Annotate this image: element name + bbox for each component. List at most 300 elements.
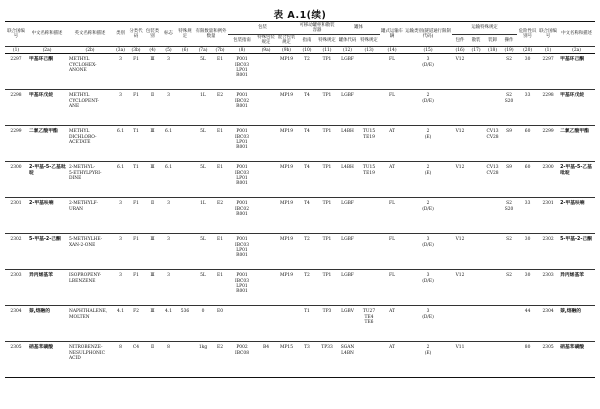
label: 6.1 [161,126,176,162]
english-name-line: 5-ETHYLPYRI- [69,170,102,176]
header-pack-instructions: 包装指南 [228,34,256,47]
page-title: 表 A.1(续) [273,10,327,21]
limited-quantity: 5L [194,270,212,306]
header-portable-tank-group: 可移动罐柜和散装容器 [297,22,337,35]
packing-instruction-line: R001 [236,145,248,151]
hazard-id: 60 [517,162,538,198]
transport-category-value: 3 [426,309,430,315]
packing-instruction-line: LP01 [236,283,248,289]
column-number: (2a) [27,47,67,54]
packing-instruction [228,198,256,234]
classification-code: F1 [128,234,144,270]
chinese-name: 萘,熔融的 [27,306,67,342]
special-loading: CV13 CV28 [484,162,501,198]
column-number: (19) [501,47,517,54]
header-transport-category: 运输类别(隧道通行限制代码) [404,22,452,47]
special-bulk [468,90,484,126]
chinese-name-repeat: 二氯乙酸甲酯 [558,126,595,162]
tunnel-code: (D/E) [422,62,434,68]
vehicle: FL [380,90,404,126]
tank-special-provision [358,198,380,234]
transport-category-value: 2 [426,345,430,351]
packing-group: Ⅲ [144,270,161,306]
column-number: (5) [161,47,176,54]
packing-instruction-line: IBC02 [235,98,249,104]
special-packages: V11 [452,342,468,378]
english-name-line: 2-METHYLF- [69,201,98,207]
packing-instruction [228,54,256,90]
limited-quantity: 1L [194,90,212,126]
chinese-name-repeat: 异丙烯基苯 [558,270,595,306]
transport-category-value: 3 [426,57,430,63]
special-provision [176,234,194,270]
english-name-line: DINE [69,175,82,181]
column-number: (4) [144,47,161,54]
packing-special [256,54,276,90]
classification-code: C4 [128,342,144,378]
tank-instruction: T2 [297,234,317,270]
table-row [5,270,595,306]
english-name-line: ACID [69,355,81,361]
tank-special: TP1 [317,54,337,90]
chinese-name: 硝基苯磺酸 [27,342,67,378]
special-loading: CV13 CV28 [484,126,501,162]
special-packages: V12 [452,162,468,198]
vehicle: AT [380,162,404,198]
chinese-name: 异丙烯基苯 [27,270,67,306]
un-number-repeat: 2303 [538,270,558,306]
tank-instruction: T4 [297,90,317,126]
class: 3 [113,234,128,270]
special-operation: S9 [501,162,517,198]
vehicle: FL [380,270,404,306]
class: 3 [113,198,128,234]
vehicle: FL [380,234,404,270]
label: 4.1 [161,306,176,342]
english-name [67,234,113,270]
transport-category [404,342,452,378]
special-provision [176,198,194,234]
tank-special: TP1 [317,270,337,306]
vehicle: AT [380,342,404,378]
special-packages: V12 [452,270,468,306]
header-pack-special: 特殊包装规定 [257,35,275,46]
packing-instruction [228,306,256,342]
english-name-line: CYCLOHEX- [69,62,97,68]
chinese-name: 二氯乙酸甲酯 [27,126,67,162]
tank-code: LGBF [337,270,358,306]
limited-quantity: 0 [194,306,212,342]
tunnel-code: (D/E) [422,278,434,284]
header-code: 分类代码 [128,22,144,47]
class: 8 [113,342,128,378]
hazard-id: 33 [517,90,538,126]
packing-special [256,126,276,162]
header-hazard-id: 危险性识别号 [517,22,538,47]
label: 3 [161,270,176,306]
excepted-quantity: E2 [212,90,228,126]
packing-special [256,234,276,270]
special-provision [176,342,194,378]
special-operation: S2 [501,270,517,306]
tank-code: LGBF [337,234,358,270]
packing-instruction-line: P002 [236,345,248,351]
excepted-quantity: E1 [212,234,228,270]
chinese-name: 甲基环戊烷 [27,90,67,126]
header-tank-special-2: 特殊规定 [358,34,380,47]
class: 6.1 [113,162,128,198]
tank-code: SGAN L4BN [337,342,358,378]
tank-special-provision [358,162,380,198]
table-row [5,342,595,378]
column-number: (16) [452,47,468,54]
english-name-line: DICHLORO- [69,134,97,140]
classification-code: T1 [128,126,144,162]
special-operation: S9 [501,126,517,162]
hazard-id: 30 [517,54,538,90]
tank-special-provision-line: TE6 [364,319,374,325]
un-number: 2303 [5,270,27,306]
header-pack-mixed: 混合包装规定 [277,35,296,46]
un-number-repeat: 2300 [538,162,558,198]
packing-group: Ⅲ [144,54,161,90]
header-tank-special: 特殊规定 [317,34,337,47]
table-row [5,126,595,162]
header-un: 联合国编号 [5,22,27,47]
column-number: (20) [517,47,538,54]
transport-category [404,162,452,198]
english-name-line: NESULPHONIC [69,350,105,356]
chinese-name: 2-甲基呋喃 [27,198,67,234]
special-bulk [468,54,484,90]
special-loading [484,54,501,90]
un-number: 2304 [5,306,27,342]
column-number: (10) [297,47,317,54]
special-bulk [468,198,484,234]
packing-instruction-line: R001 [236,289,248,295]
header-label: 标志 [161,22,176,47]
packing-instruction-line: P001 [236,129,248,135]
column-number: (7a) [194,47,212,54]
english-name [67,162,113,198]
special-operation: S2 [501,234,517,270]
limited-quantity: 5L [194,162,212,198]
english-name-line: CYCLOPENT- [69,98,99,104]
english-name-line: ACETATE [69,139,91,145]
classification-code: F1 [128,90,144,126]
special-loading [484,342,501,378]
dangerous-goods-table [5,21,595,378]
packing-instruction-line: R001 [236,211,248,217]
special-loading [484,270,501,306]
limited-quantity: 1L [194,198,212,234]
chinese-name-repeat: 萘,熔融的 [558,306,595,342]
table-row [5,54,595,90]
packing-instruction-line: IBC03 [235,170,249,176]
excepted-quantity: E1 [212,54,228,90]
tank-code: L4BH [337,126,358,162]
hazard-id: 44 [517,306,538,342]
tank-instruction: T2 [297,54,317,90]
packing-special [256,162,276,198]
special-provision [176,54,194,90]
packing-group: Ⅲ [144,126,161,162]
english-name [67,198,113,234]
special-operation [501,306,517,342]
tank-code: LGBV [337,306,358,342]
packing-instruction [228,342,256,378]
transport-category-value: 3 [426,237,430,243]
header-sp-operation: 操作 [501,34,517,47]
label: 3 [161,90,176,126]
header-en-name: 英文名称和描述 [67,22,113,47]
packing-instruction [228,270,256,306]
chinese-name: 5-甲基-2-己酮 [27,234,67,270]
column-number: (2b) [67,47,113,54]
special-operation: S2 S20 [501,90,517,126]
packing-instruction-line: IBC03 [235,62,249,68]
chinese-name-repeat: 甲基环己酮 [558,54,595,90]
packing-group: Ⅲ [144,162,161,198]
special-bulk [468,126,484,162]
header-packing-group: 包装类别 [144,22,161,47]
packing-instruction-line: LP01 [236,139,248,145]
classification-code: F1 [128,54,144,90]
mixed-packing [276,306,297,342]
packing-group: Ⅱ [144,198,161,234]
special-packages: V12 [452,126,468,162]
classification-code: T1 [128,162,144,198]
limited-quantity: 1kg [194,342,212,378]
tank-special: TP1 [317,162,337,198]
english-name [67,126,113,162]
tank-special-provision [358,234,380,270]
chinese-name: 甲基环己酮 [27,54,67,90]
special-loading [484,198,501,234]
un-number: 2302 [5,234,27,270]
un-number-repeat: 2297 [538,54,558,90]
un-number: 2299 [5,126,27,162]
packing-group: Ⅲ [144,306,161,342]
transport-category [404,54,452,90]
tank-special-provision [358,126,380,162]
header-tank-instructions: 指南 [297,34,317,47]
table-row [5,162,595,198]
special-operation [501,342,517,378]
tank-code: LGBF [337,54,358,90]
header-sp-bulk: 散装 [468,34,484,47]
classification-code: F1 [128,198,144,234]
transport-category-value: 2 [426,201,430,207]
special-packages [452,90,468,126]
english-name-line: LBENZENE [69,278,96,284]
tank-instruction: T3 [297,342,317,378]
excepted-quantity: E2 [212,198,228,234]
english-name [67,342,113,378]
tank-special-provision [358,342,380,378]
packing-instruction [228,162,256,198]
tank-special: TP1 [317,234,337,270]
mixed-packing: MP19 [276,234,297,270]
vehicle: AT [380,306,404,342]
packing-group: Ⅱ [144,342,161,378]
chinese-name-repeat: 硝基苯磺酸 [558,342,595,378]
un-number-repeat: 2304 [538,306,558,342]
class: 3 [113,90,128,126]
mixed-packing: MP19 [276,270,297,306]
packing-special [256,198,276,234]
header-class: 类别 [113,22,128,47]
class: 3 [113,270,128,306]
english-name-line: ANE [69,103,80,109]
transport-category-value: 2 [426,93,430,99]
tank-instruction: T4 [297,126,317,162]
tank-special: TP33 [317,342,337,378]
header-tank-code: 罐体代码 [337,34,358,47]
chinese-name-repeat: 2-甲基-5-乙基吡啶 [558,162,595,198]
special-bulk [468,306,484,342]
packing-special [256,90,276,126]
hazard-id: 33 [517,198,538,234]
tunnel-code: (E) [424,170,432,176]
packing-instruction-line: P001 [236,57,248,63]
mixed-packing: MP19 [276,126,297,162]
tank-special: TP1 [317,126,337,162]
column-number: (12) [337,47,358,54]
tunnel-code: (D/E) [422,242,434,248]
table-row [5,90,595,126]
special-packages: V12 [452,234,468,270]
un-number: 2305 [5,342,27,378]
column-number: (3b) [128,47,144,54]
special-loading [484,306,501,342]
excepted-quantity: E2 [212,342,228,378]
transport-category-value: 2 [426,129,430,135]
tank-code: LGBF [337,198,358,234]
tunnel-code: (D/E) [422,98,434,104]
tank-special-provision-line: TE4 [364,314,374,320]
special-loading [484,90,501,126]
un-number-repeat: 2301 [538,198,558,234]
column-number: (3a) [113,47,128,54]
packing-instruction-line: R001 [236,181,248,187]
table-body [5,54,595,378]
english-name [67,54,113,90]
class: 4.1 [113,306,128,342]
english-name-line: NAPHTHALENE, [69,309,108,315]
label: 6.1 [161,162,176,198]
packing-instruction-line: IBC08 [235,350,249,356]
table-row [5,306,595,342]
vehicle: FL [380,54,404,90]
hazard-id: 60 [517,126,538,162]
excepted-quantity: E1 [212,126,228,162]
tunnel-code: (D/E) [422,206,434,212]
packing-instruction-line: IBC03 [235,134,249,140]
english-name-line: URAN [69,206,84,212]
packing-special: B4 [256,342,276,378]
transport-category [404,198,452,234]
english-name [67,90,113,126]
header-sp-loading: 装卸 [484,34,501,47]
packing-instruction-line: IBC02 [235,206,249,212]
header-sp-packages: 包件 [452,34,468,47]
packing-instruction-line: P001 [236,201,248,207]
table-row [5,234,595,270]
tunnel-code: (E) [424,134,432,140]
transport-category [404,306,452,342]
english-name-line: ISOPROPENY- [69,273,102,279]
english-name-line: METHYL [69,129,90,135]
tunnel-code: (E) [424,350,432,356]
english-name-line: METHYL [69,57,90,63]
packing-instruction-line: P001 [236,237,248,243]
mixed-packing: MP19 [276,198,297,234]
transport-category [404,270,452,306]
table-row [5,198,595,234]
tank-special-provision-line: TE19 [363,134,375,140]
tank-code: LGBF [337,90,358,126]
limited-quantity: 5L [194,126,212,162]
special-provision [176,126,194,162]
label: 8 [161,342,176,378]
header-cn-name: 中文名称和描述 [27,22,67,47]
column-number: (13) [358,47,380,54]
packing-special [256,270,276,306]
header-special-transport-group: 运输特殊规定 [452,22,517,35]
column-number: (2a) [558,47,595,54]
transport-category-value: 3 [426,273,430,279]
packing-instruction-line: LP01 [236,67,248,73]
english-name-line: METHYL [69,93,90,99]
packing-group: Ⅱ [144,90,161,126]
packing-instruction-line: R001 [236,253,248,259]
packing-group: Ⅲ [144,234,161,270]
special-packages [452,306,468,342]
transport-category [404,234,452,270]
vehicle: FL [380,198,404,234]
english-name [67,306,113,342]
special-packages [452,198,468,234]
special-provision [176,162,194,198]
tank-special-provision-line: TU15 [362,129,376,135]
limited-quantity: 5L [194,234,212,270]
header-packaging-group: 包装 [228,22,297,35]
chinese-name-repeat: 5-甲基-2-己酮 [558,234,595,270]
chinese-name: 2-甲基-5-乙基吡啶 [27,162,67,198]
special-packages: V12 [452,54,468,90]
transport-category-value: 2 [426,165,430,171]
packing-instruction-line: IBC03 [235,278,249,284]
hazard-id: 30 [517,270,538,306]
packing-instruction [228,126,256,162]
english-name-line: ANONE [69,67,87,73]
header-special-provisions: 特殊规定 [176,22,194,47]
column-number: (7b) [212,47,228,54]
vehicle: AT [380,126,404,162]
un-number: 2298 [5,90,27,126]
classification-code: F1 [128,270,144,306]
tank-special: TP1 [317,90,337,126]
excepted-quantity: E0 [212,306,228,342]
column-number: (17) [468,47,484,54]
english-name [67,270,113,306]
packing-instruction-line: P001 [236,93,248,99]
english-name-line: 5-METHYLHE- [69,237,103,243]
special-provision [176,270,194,306]
tank-special-provision [358,54,380,90]
packing-instruction-line: P001 [236,165,248,171]
